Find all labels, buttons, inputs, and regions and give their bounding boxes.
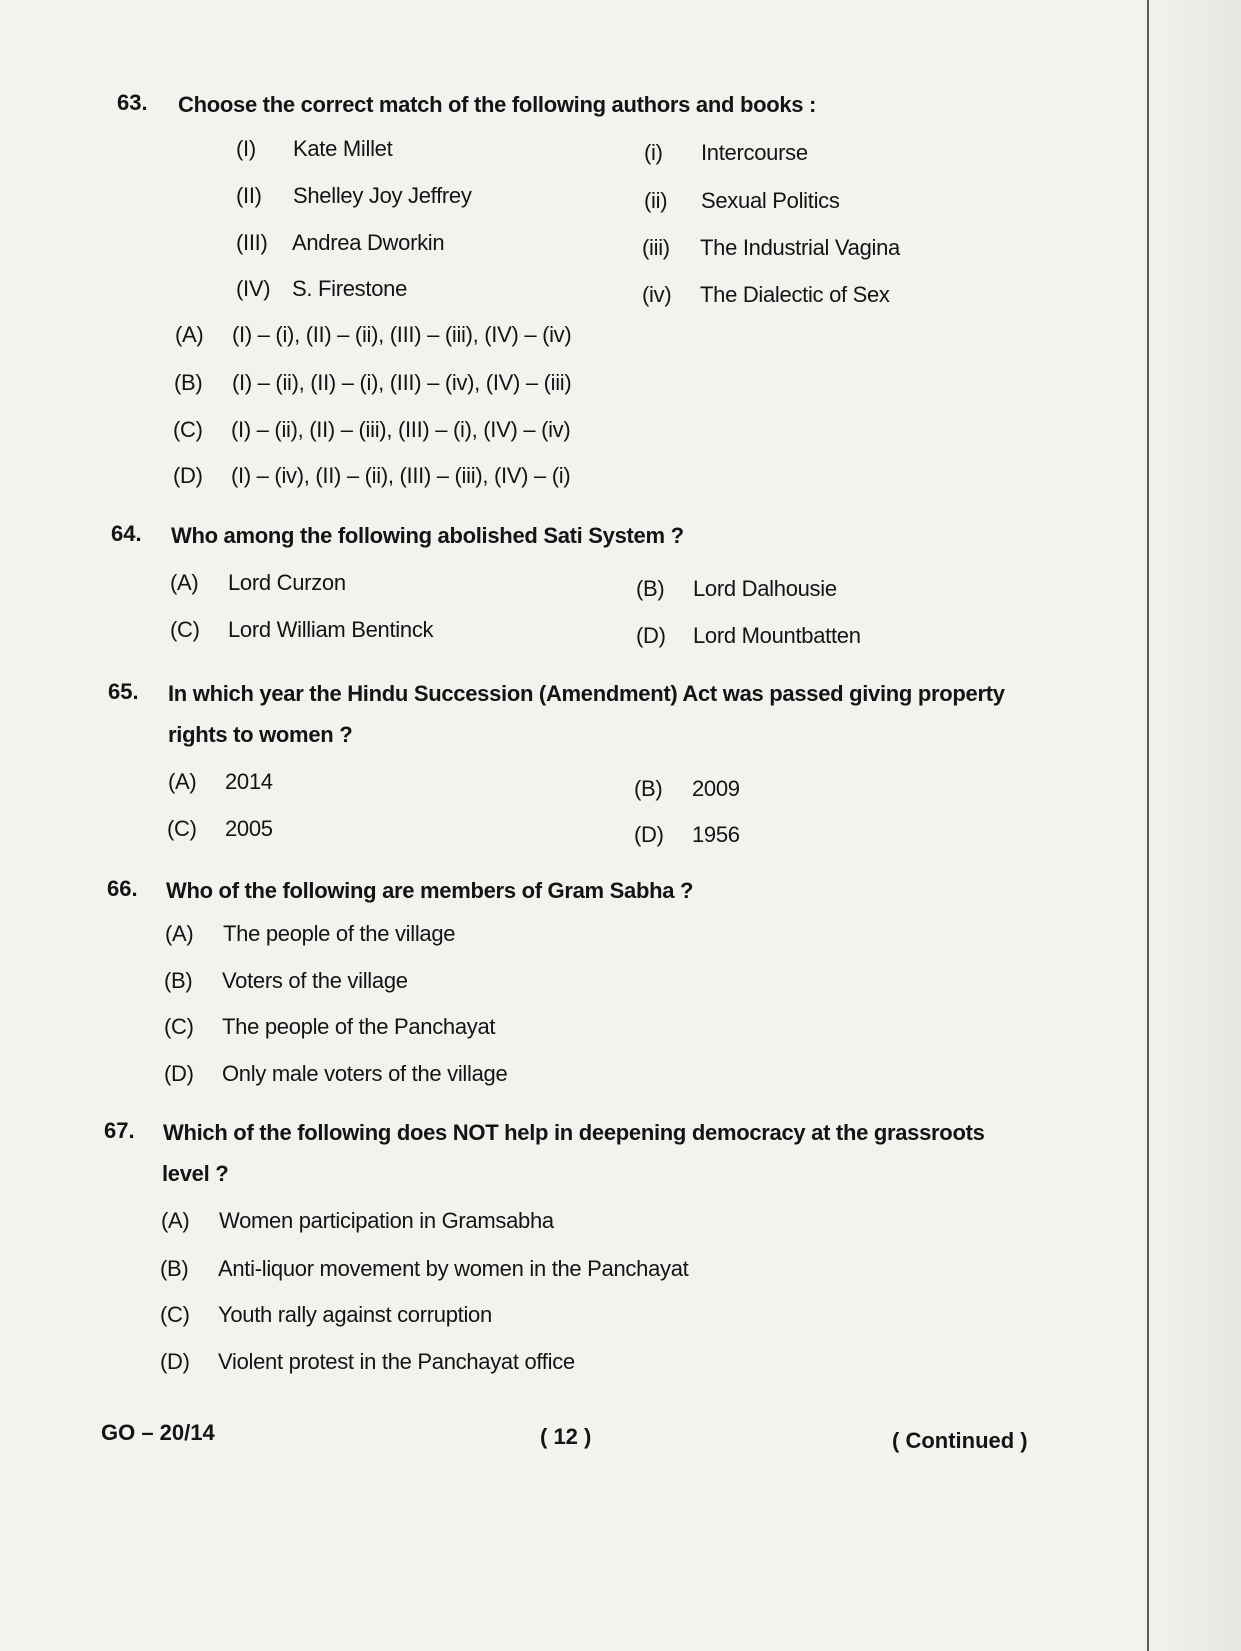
q66-option-b-label: (B) (164, 968, 193, 993)
q63-option-d-text: (I) – (iv), (II) – (ii), (III) – (iii), (IV) – (i) (231, 463, 571, 488)
continued-label: ( Continued ) (892, 1428, 1028, 1453)
page-shadow (1141, 0, 1241, 1651)
question-63-text: Choose the correct match of the following authors and books : (178, 92, 817, 117)
question-65-text-line1: In which year the Hindu Succession (Amendment) Act was passed giving property (168, 681, 1005, 706)
q63-option-d-label: (D) (173, 463, 203, 488)
list1-item-1-num: (I) (236, 136, 256, 161)
q64-option-a-label: (A) (170, 570, 199, 595)
list2-item-3-text: The Industrial Vagina (700, 235, 900, 260)
q67-option-d-text: Violent protest in the Panchayat office (218, 1349, 575, 1374)
q63-option-b-label: (B) (174, 370, 203, 395)
q65-option-a-text: 2014 (225, 769, 273, 794)
question-66-text: Who of the following are members of Gram Sabha ? (166, 878, 694, 903)
q67-option-d-label: (D) (160, 1349, 190, 1374)
q64-option-b-text: Lord Dalhousie (693, 576, 837, 601)
question-67-text-line2: level ? (162, 1161, 229, 1186)
q66-option-d-text: Only male voters of the village (222, 1061, 508, 1086)
q63-option-a-label: (A) (175, 322, 204, 347)
list2-item-4-num: (iv) (642, 282, 672, 307)
q63-option-b-text: (I) – (ii), (II) – (i), (III) – (iv), (IV) – (iii) (232, 370, 572, 395)
q67-option-b-text: Anti-liquor movement by women in the Panchayat (218, 1256, 689, 1281)
q67-option-c-text: Youth rally against corruption (218, 1302, 492, 1327)
q67-option-c-label: (C) (160, 1302, 190, 1327)
q66-option-a-label: (A) (165, 921, 194, 946)
page-number: ( 12 ) (540, 1424, 592, 1449)
q66-option-c-text: The people of the Panchayat (222, 1014, 496, 1039)
list2-item-4-text: The Dialectic of Sex (700, 282, 890, 307)
q67-option-a-text: Women participation in Gramsabha (219, 1208, 554, 1233)
list1-item-3-num: (III) (236, 230, 268, 255)
list2-item-2-num: (ii) (644, 188, 668, 213)
list2-item-1-num: (i) (644, 140, 663, 165)
q67-option-b-label: (B) (160, 1256, 189, 1281)
question-65-text-line2: rights to women ? (168, 722, 353, 747)
q66-option-b-text: Voters of the village (222, 968, 408, 993)
list2-item-3-num: (iii) (642, 235, 670, 260)
list1-item-1-text: Kate Millet (293, 136, 393, 161)
q65-option-a-label: (A) (168, 769, 197, 794)
list2-item-1-text: Intercourse (701, 140, 808, 165)
list1-item-2-text: Shelley Joy Jeffrey (293, 183, 472, 208)
q64-option-d-text: Lord Mountbatten (693, 623, 861, 648)
question-66-number: 66. (107, 876, 138, 901)
q66-option-c-label: (C) (164, 1014, 194, 1039)
question-64-text: Who among the following abolished Sati System ? (171, 523, 684, 548)
q67-option-a-label: (A) (161, 1208, 190, 1233)
q65-option-b-text: 2009 (692, 776, 740, 801)
q64-option-a-text: Lord Curzon (228, 570, 346, 595)
list1-item-3-text: Andrea Dworkin (292, 230, 445, 255)
q63-option-a-text: (I) – (i), (II) – (ii), (III) – (iii), (IV) – (iv) (232, 322, 572, 347)
question-64-number: 64. (111, 521, 142, 546)
question-67-text-line1: Which of the following does NOT help in deepening democracy at the grassroots (163, 1120, 985, 1145)
q64-option-d-label: (D) (636, 623, 666, 648)
list2-item-2-text: Sexual Politics (701, 188, 840, 213)
q63-option-c-label: (C) (173, 417, 203, 442)
q66-option-d-label: (D) (164, 1061, 194, 1086)
q65-option-d-text: 1956 (692, 822, 740, 847)
question-65-number: 65. (108, 679, 139, 704)
question-63-number: 63. (117, 90, 148, 115)
page-edge-line (1147, 0, 1149, 1651)
q65-option-c-label: (C) (167, 816, 197, 841)
q66-option-a-text: The people of the village (223, 921, 456, 946)
q65-option-b-label: (B) (634, 776, 663, 801)
q64-option-c-text: Lord William Bentinck (228, 617, 434, 642)
q65-option-c-text: 2005 (225, 816, 273, 841)
question-67-number: 67. (104, 1118, 135, 1143)
q65-option-d-label: (D) (634, 822, 664, 847)
q64-option-b-label: (B) (636, 576, 665, 601)
list1-item-4-num: (IV) (236, 276, 271, 301)
list1-item-4-text: S. Firestone (292, 276, 408, 301)
paper-code: GO – 20/14 (101, 1420, 215, 1445)
q63-option-c-text: (I) – (ii), (II) – (iii), (III) – (i), (IV) – (iv) (231, 417, 571, 442)
list1-item-2-num: (II) (236, 183, 262, 208)
q64-option-c-label: (C) (170, 617, 200, 642)
